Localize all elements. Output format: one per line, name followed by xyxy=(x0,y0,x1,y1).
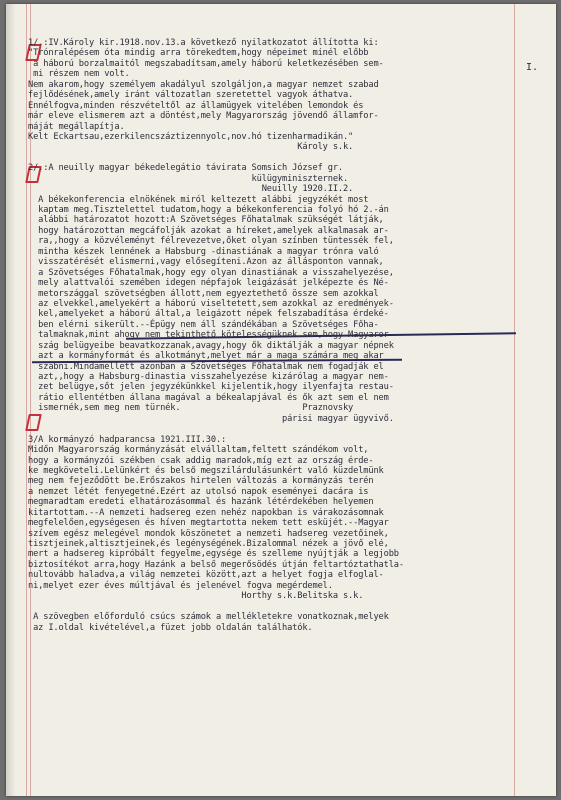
text-line: az I.oldal kivételével,a füzet jobb oldalán találhatók. xyxy=(28,622,313,633)
text-line: meg nem fejeződött be.Erőszakos hirtelen változás a kormányzás terén xyxy=(28,476,374,487)
text-line: Horthy s.k.Belitska s.k. xyxy=(28,591,364,602)
text-line: mi részem nem volt. xyxy=(28,69,130,80)
document-page xyxy=(6,4,556,796)
typed-document-text xyxy=(28,38,508,633)
section-heading-line: 2/.:A neuilly magyar békedelegátio távirata Somsich József gr. xyxy=(28,163,343,174)
text-line: Ennélfogva,minden részvételtől az államügyek vitelében lemondok és xyxy=(28,100,364,111)
text-line: ke megköveteli.Lelünkért és belső megszilárdulásunkért való küzdelmünk xyxy=(28,465,384,476)
text-line: tisztjeinek,altisztjeinek,és legénységének.Bizalommal nézek a jövő elé, xyxy=(28,539,389,549)
text-line: "Trónralépésem óta mindig arra törekedtem,hogy népeimet minél előbb xyxy=(28,48,369,59)
text-line: Károly s.k. xyxy=(28,142,354,153)
left-margin-line xyxy=(26,4,27,796)
text-line: a Szövetséges Főhatalmak,hogy egy olyan dinastiának a visszahelyezése, xyxy=(28,267,394,278)
page-binding-edge xyxy=(6,4,16,796)
text-line: a háború borzalmaitól megszabadítsam,amely háború keletkezésében sem- xyxy=(28,58,384,69)
text-line: megfelelően,egységesen és híven megtartotta nekem tett esküjét.--Magyar xyxy=(28,518,389,529)
text-line: mely alattvalói szemében idegen népfajok leigázását jelképezte és Né- xyxy=(28,278,389,289)
text-line: ra,,hogy a közvéleményt félrevezetve,őket olyan színben tüntessék fel, xyxy=(28,236,394,247)
text-line: A békekonferencia elnökének miról keltezett alábbi jegyzékét most xyxy=(28,194,369,205)
text-line: máját megállapítja. xyxy=(28,121,125,132)
text-line: Neuilly 1920.II.2. xyxy=(28,184,354,195)
text-line: alábbi határozatot hozott:A Szövetséges Főhatalmak szükségét látják, xyxy=(28,215,384,226)
section-heading-line: 1/.:IV.Károly kir.1918.nov.13.a következő nyilatkozatot állította ki: xyxy=(28,38,379,48)
text-line: hogy határozottan megcáfolják azokat a híreket,amelyek alkalmasak ar- xyxy=(28,225,389,236)
text-line: a nemzet létét fenyegetné.Ezért az utolsó napok eseményei dacára is xyxy=(28,486,369,497)
text-line: kel,amelyeket a háború által,a leigázott népek felszabadítása érdeké- xyxy=(28,309,389,320)
text-line: rátio ellentétben állana magával a békealapjával és ők azt sem el nem xyxy=(28,392,389,403)
text-line: Nem akarom,hogy személyem akadályul szolgáljon,a magyar nemzet szabad xyxy=(28,79,379,90)
blank-line xyxy=(28,424,508,434)
text-line: ben elérni sikerült.--Épügy nem áll szándékában a Szövetséges Főha- xyxy=(28,319,379,330)
text-line: Midőn Magyarország kormányzását elvállaltam,feltett szándékom volt, xyxy=(28,445,369,456)
text-line: zet belügye,sőt jelen jegyzékünkkel kijelentik,hogy ilyenfajta restau- xyxy=(28,382,394,393)
text-line: szabni.Mindamellett azonban a Szövetséges Főhatalmak nem fogadják el xyxy=(28,361,384,372)
text-line: hogy a kormányzói székben csak addig maradok,míg ezt az ország érde- xyxy=(28,455,374,466)
text-line: megmaradtam eredeti elhatározásommal és hazánk létérdekében helyemen xyxy=(28,497,374,508)
text-line: fejlődésének,amely iránt változatlan szeretettel vagyok áthatva. xyxy=(28,90,354,101)
text-line: talmaknak,mint ahogy nem tekinthető kötelességüknek sem,hogy Magyaror- xyxy=(28,330,394,341)
text-line: Kelt Eckartsau,ezerkilencszáztizennyolc,nov.hó tizenharmadikán." xyxy=(28,131,354,142)
text-line: metországgal szövetségben állott,nem egyeztethető össze sem azokkal xyxy=(28,288,379,299)
text-line: ni,melyet ezer éves múltjával és jelenével fogva megérdemel. xyxy=(28,580,333,591)
page-number-marker: I. xyxy=(526,62,539,73)
text-line: párisi magyar ügyvivő. xyxy=(28,413,394,424)
text-line: az elvekkel,amelyekért a háború viseltetett,sem azokkal az eredmények- xyxy=(28,298,394,309)
blank-line xyxy=(28,153,508,163)
text-line: azt a kormányformát és alkotmányt,melyet már a maga számára meg akar xyxy=(28,351,384,362)
text-line: biztosítékot arra,hogy Hazánk a belső megerősödés útján feltartóztathatla- xyxy=(28,559,404,570)
text-line: kaptam meg.Tisztelettel tudatom,hogy a békekonferencia folyó hó 2.-án xyxy=(28,205,389,215)
text-line: kitartottam.--A nemzeti hadsereg ezen nehéz napokban is várakozásomnak xyxy=(28,507,384,518)
text-line: azt,,hogy a Habsburg-dinastia visszahelyezése kizárólag a magyar nem- xyxy=(28,372,389,382)
right-margin-line xyxy=(514,4,515,796)
text-line: szág belügyeibe beavatkozzanak,avagy,hogy ők diktálják a magyar népnek xyxy=(28,340,394,351)
text-line: ismernék,sem meg nem türnék. Praznovsky xyxy=(28,403,354,414)
text-line: nultovább haladva,a világ nemzetei között,azt a helyet fogja elfoglal- xyxy=(28,570,384,581)
text-line: visszatérését elismerni,vagy elősegíteni.Azon az állásponton vannak, xyxy=(28,257,384,268)
text-line: mert a hadsereg kipróbált fegyelme,egysége és szelleme nyújtják a legjobb xyxy=(28,549,399,560)
text-line: szívem egész melegével mondok köszönetet a nemzeti hadsereg vezetőinek, xyxy=(28,528,389,539)
text-line: külügyminiszternek. xyxy=(28,173,349,184)
text-line: A szövegben előforduló csúcs számok a mellékletekre vonatkoznak,melyek xyxy=(28,612,389,623)
blank-line xyxy=(28,602,508,612)
text-line: már eleve elismerem azt a döntést,mely Magyarország jövendő államfor- xyxy=(28,111,379,122)
section-heading-line: 3/A kormányzó hadparancsa 1921.III.30.: xyxy=(28,434,227,445)
text-line: mintha készek lennének a Habsburg -dinastiának a magyar trónra való xyxy=(28,246,379,257)
